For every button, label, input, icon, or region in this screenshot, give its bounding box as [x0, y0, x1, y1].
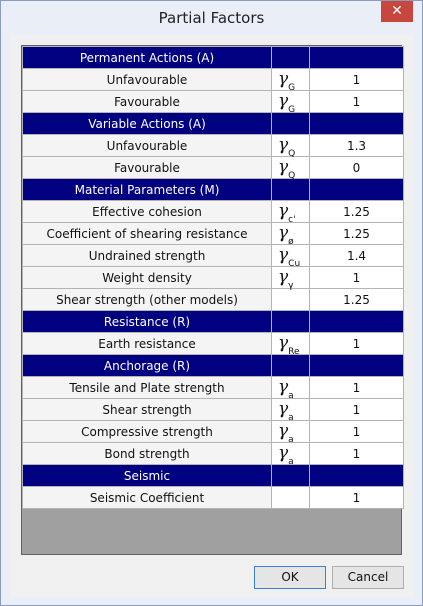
gamma-subscript: Cu [288, 258, 301, 269]
factors-grid [21, 45, 402, 555]
gamma-symbol: γ [278, 398, 289, 419]
factor-label: Unfavourable [23, 135, 272, 157]
factor-label: Favourable [23, 91, 272, 113]
title-bar [1, 1, 422, 35]
factor-label: Earth resistance [23, 333, 272, 355]
factor-value-field[interactable]: 1 [310, 399, 404, 421]
gamma-subscript: G [288, 104, 296, 115]
factor-value-field[interactable]: 1 [310, 421, 404, 443]
factor-row [23, 201, 404, 223]
section-symbol-cell [272, 113, 310, 135]
section-value-cell [310, 47, 404, 69]
factor-symbol [272, 157, 310, 179]
factor-label: Compressive strength [23, 421, 272, 443]
factor-symbol [272, 487, 310, 509]
factor-row [23, 223, 404, 245]
gamma-symbol: γ [278, 222, 289, 243]
factor-label: Favourable [23, 157, 272, 179]
section-header-row [23, 47, 404, 69]
gamma-symbol: γ [278, 156, 289, 177]
gamma-subscript: G [288, 82, 296, 93]
factor-row [23, 289, 404, 311]
gamma-subscript: γ [288, 280, 294, 291]
gamma-subscript: Re [288, 346, 300, 357]
gamma-subscript: a [288, 456, 294, 467]
section-symbol-cell [272, 355, 310, 377]
factor-row [23, 487, 404, 509]
ok-button[interactable]: OK [254, 566, 326, 589]
section-title: Material Parameters (M) [23, 179, 272, 201]
section-value-cell [310, 355, 404, 377]
gamma-symbol: γ [278, 68, 289, 89]
section-symbol-cell [272, 47, 310, 69]
factor-row [23, 245, 404, 267]
factor-symbol [272, 289, 310, 311]
factor-label: Bond strength [23, 443, 272, 465]
factor-value-field[interactable]: 1.3 [310, 135, 404, 157]
gamma-subscript: Q [288, 170, 296, 181]
factor-value-field[interactable]: 1 [310, 91, 404, 113]
gamma-symbol: γ [278, 332, 289, 353]
factor-row [23, 135, 404, 157]
factor-symbol [272, 267, 310, 289]
factor-label: Shear strength (other models) [23, 289, 272, 311]
factor-value-field[interactable]: 1 [310, 267, 404, 289]
cancel-button[interactable]: Cancel [332, 566, 404, 589]
factor-row [23, 421, 404, 443]
factor-value-field[interactable]: 1 [310, 487, 404, 509]
close-icon: ✕ [391, 3, 403, 19]
factor-row [23, 69, 404, 91]
factor-label: Effective cohesion [23, 201, 272, 223]
gamma-symbol: γ [278, 134, 289, 155]
section-title: Variable Actions (A) [23, 113, 272, 135]
gamma-symbol: γ [278, 200, 289, 221]
factor-symbol [272, 333, 310, 355]
gamma-subscript: a [288, 434, 294, 445]
gamma-symbol: γ [278, 420, 289, 441]
factor-label: Weight density [23, 267, 272, 289]
factor-symbol [272, 421, 310, 443]
factor-label: Unfavourable [23, 69, 272, 91]
gamma-subscript: a [288, 390, 294, 401]
section-value-cell [310, 465, 404, 487]
dialog-client-area [10, 35, 414, 597]
factor-label: Seismic Coefficient [23, 487, 272, 509]
factor-value-field[interactable]: 0 [310, 157, 404, 179]
factor-value-field[interactable]: 1.25 [310, 201, 404, 223]
factor-symbol [272, 69, 310, 91]
section-symbol-cell [272, 465, 310, 487]
factor-row [23, 91, 404, 113]
factors-table [22, 46, 404, 509]
factor-label: Shear strength [23, 399, 272, 421]
factor-symbol [272, 91, 310, 113]
factor-symbol [272, 201, 310, 223]
factor-symbol [272, 377, 310, 399]
section-header-row [23, 113, 404, 135]
gamma-subscript: ø [288, 236, 294, 247]
close-button[interactable] [381, 1, 413, 22]
factor-value-field[interactable]: 1.4 [310, 245, 404, 267]
factor-symbol [272, 443, 310, 465]
section-symbol-cell [272, 179, 310, 201]
gamma-subscript: Q [288, 148, 296, 159]
factor-label: Undrained strength [23, 245, 272, 267]
section-title: Resistance (R) [23, 311, 272, 333]
section-value-cell [310, 179, 404, 201]
factor-row [23, 377, 404, 399]
section-title: Seismic [23, 465, 272, 487]
gamma-symbol: γ [278, 442, 289, 463]
dialog-title: Partial Factors [158, 9, 265, 27]
factor-value-field[interactable]: 1 [310, 69, 404, 91]
gamma-symbol: γ [278, 244, 289, 265]
gamma-symbol: γ [278, 376, 289, 397]
factor-label: Coefficient of shearing resistance [23, 223, 272, 245]
factor-value-field[interactable]: 1 [310, 443, 404, 465]
factor-row [23, 333, 404, 355]
factor-symbol [272, 135, 310, 157]
factor-symbol [272, 245, 310, 267]
gamma-subscript: c' [288, 214, 296, 225]
factor-row [23, 399, 404, 421]
factor-row [23, 157, 404, 179]
gamma-subscript: a [288, 412, 294, 423]
section-header-row [23, 465, 404, 487]
section-title: Anchorage (R) [23, 355, 272, 377]
section-header-row [23, 355, 404, 377]
gamma-symbol: γ [278, 90, 289, 111]
factor-symbol [272, 223, 310, 245]
factor-row [23, 267, 404, 289]
factor-value-field[interactable]: 1 [310, 377, 404, 399]
section-header-row [23, 179, 404, 201]
factor-symbol [272, 399, 310, 421]
gamma-symbol: γ [278, 266, 289, 287]
factor-value-field[interactable]: 1.25 [310, 223, 404, 245]
factor-value-field[interactable]: 1 [310, 333, 404, 355]
section-symbol-cell [272, 311, 310, 333]
section-value-cell [310, 311, 404, 333]
section-title: Permanent Actions (A) [23, 47, 272, 69]
factor-row [23, 443, 404, 465]
factor-label: Tensile and Plate strength [23, 377, 272, 399]
section-header-row [23, 311, 404, 333]
section-value-cell [310, 113, 404, 135]
factor-value-field[interactable]: 1.25 [310, 289, 404, 311]
